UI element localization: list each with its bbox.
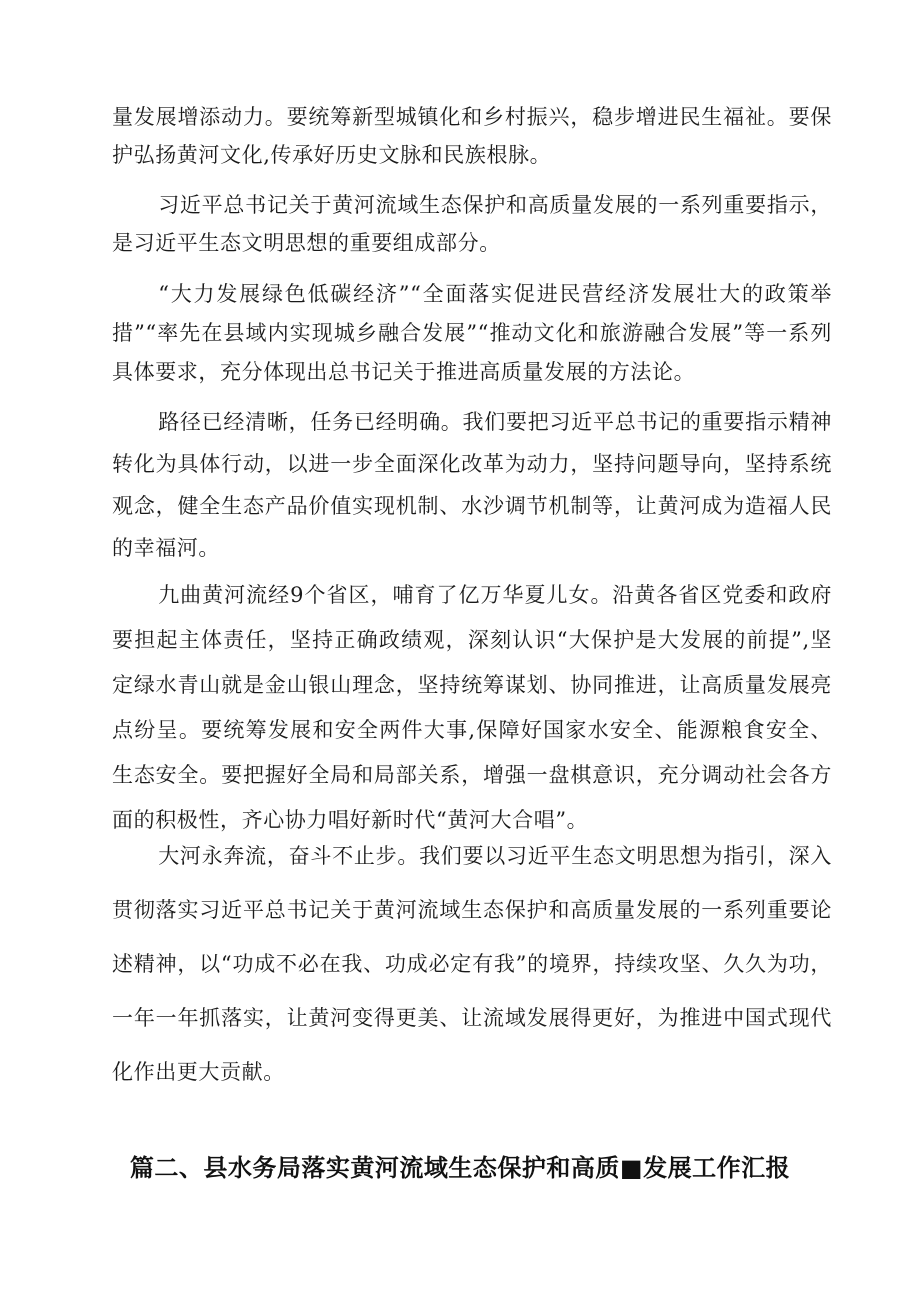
paragraph-river-flows-forever: 大河永奔流，奋斗不止步。我们要以习近平生态文明思想为指引，深入贯彻落实习近平总书记关于黄河流域生态保护和高质量发展的一系列重要论述精神，以“功成不必在我、功成必定有我”的境界，持续攻坚、久久为功，一年一年抓落实，让黄河变得更美、让流域发展得更好，为推进中国式现代化作出更大贡献。 xyxy=(112,844,832,1084)
paragraph-nine-bends-yellow-river: 九曲黄河流经9个省区，哺育了亿万华夏儿女。沿黄各省区党委和政府要担起主体责任，坚持正确政绩观，深刻认识“大保护是大发展的前提”,坚定绿水青山就是金山银山理念，坚持统筹谋划、协同推进，让高质量发展亮点纷呈。要统筹发展和安全两件大事,保障好国家水安全、能源粮食安全、生态安全。要把握好全局和局部关系，增强一盘棋意识，充分调动社会各方面的积极性，齐心协力唱好新时代“黄河大合唱”。 xyxy=(112,583,832,832)
paragraph-clear-path: 路径已经清晰，任务已经明确。我们要把习近平总书记的重要指示精神转化为具体行动，以进一步全面深化改革为动力，坚持问题导向，坚持系统观念，健全生态产品价值实现机制、水沙调节机制等，让黄河成为造福人民的幸福河。 xyxy=(112,410,832,560)
paragraph-important-instructions: 习近平总书记关于黄河流域生态保护和高质量发展的一系列重要指示，是习近平生态文明思想的重要组成部分。 xyxy=(112,193,832,255)
paragraph-specific-requirements: “大力发展绿色低碳经济”“全面落实促进民营经济发展壮大的政策举措”“率先在县域内实现城乡融合发展”“推动文化和旅游融合发展”等一系列具体要求，充分体现出总书记关于推进高质量发展的方法论。 xyxy=(112,282,832,384)
section-heading: 篇二、县水务局落实黄河流域生态保护和高质■发展工作汇报 xyxy=(129,1154,791,1182)
paragraph-continuation: 量发展增添动力。要统筹新型城镇化和乡村振兴，稳步增进民生福祉。要保护弘扬黄河文化,传承好历史文脉和民族根脉。 xyxy=(112,105,832,167)
